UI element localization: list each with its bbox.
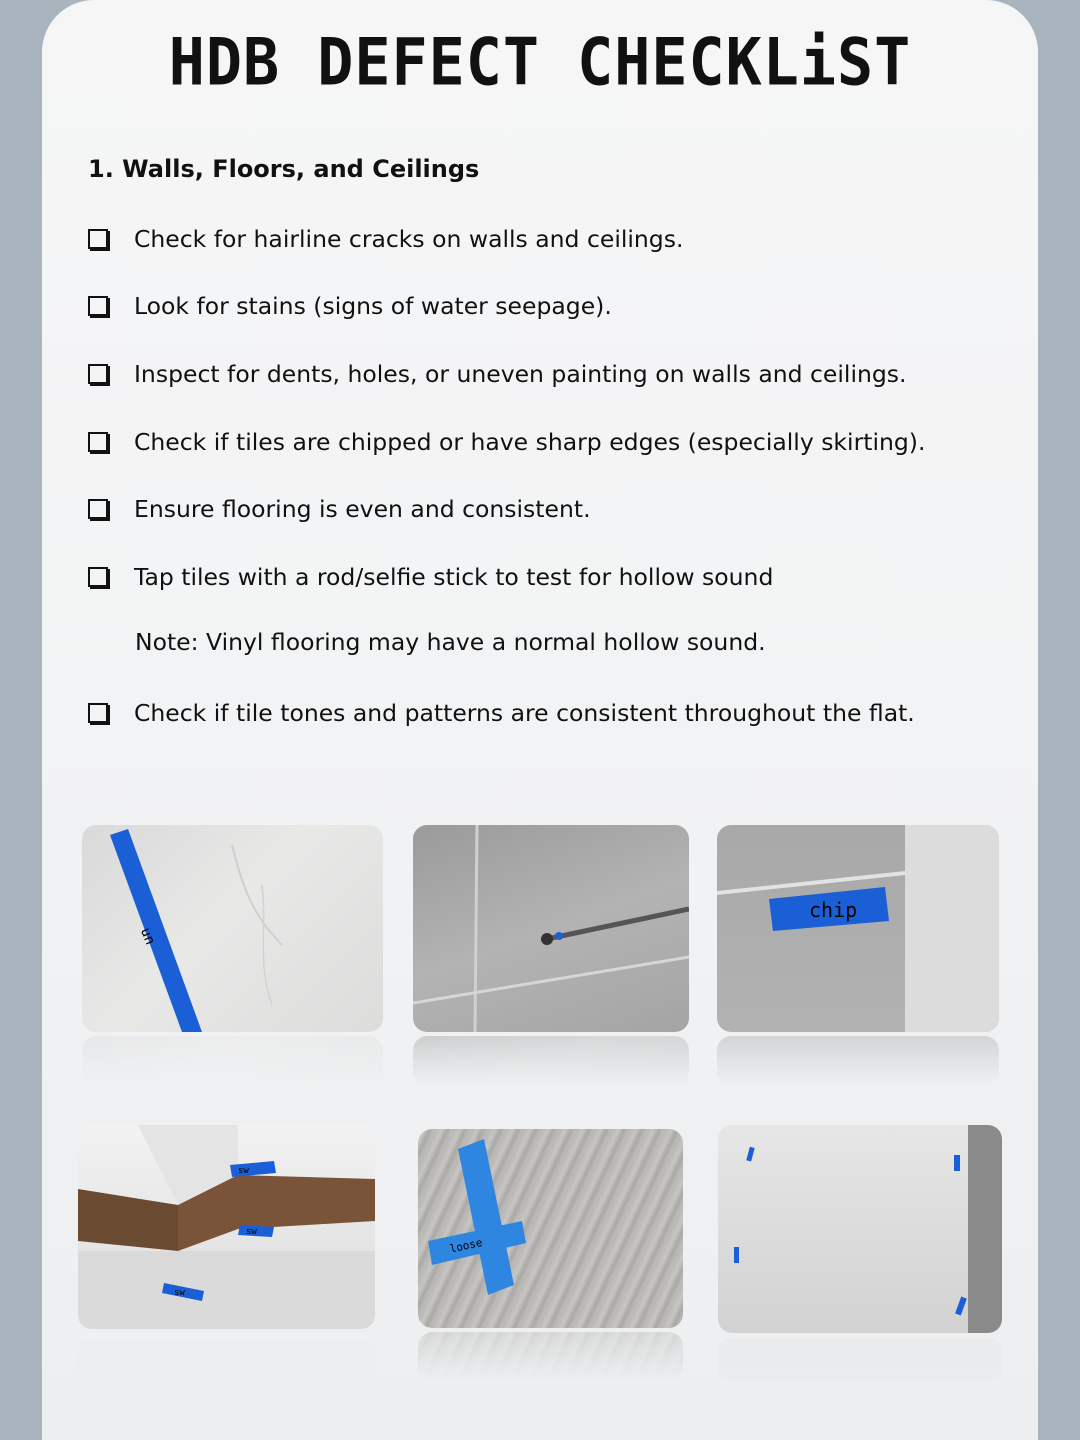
photo-reflection: [418, 1332, 683, 1382]
checkbox-icon[interactable]: [88, 364, 108, 384]
checkbox-icon[interactable]: [88, 567, 108, 587]
note-text: Note: Vinyl flooring may have a normal hollow sound.: [135, 628, 766, 656]
photo-hollow-tile-test: [413, 825, 689, 1032]
photo-wall-marks: [718, 1125, 1002, 1333]
checklist-item-text: Check if tiles are chipped or have sharp edges (especially skirting).: [134, 428, 926, 456]
chip-photo-graphic: [717, 825, 999, 1032]
checkbox-icon[interactable]: [88, 296, 108, 316]
checklist-item[interactable]: [88, 696, 915, 730]
photo-loose-vinyl: [418, 1129, 683, 1328]
tile-photo-graphic: [413, 825, 689, 1032]
skirting-photo-graphic: [78, 1125, 375, 1329]
photo-reflection: [717, 1036, 999, 1086]
marks-photo-graphic: [718, 1125, 1002, 1333]
checklist-item[interactable]: [88, 560, 773, 594]
tape-label: un: [136, 925, 159, 948]
page-title: HDB DEFECT CHECKLiST: [168, 25, 912, 101]
checkbox-icon[interactable]: [88, 432, 108, 452]
photo-reflection: [718, 1337, 1002, 1387]
photo-wall-crack: [82, 825, 383, 1032]
photo-chipped-tile: [717, 825, 999, 1032]
checkbox-icon[interactable]: [88, 703, 108, 723]
tape-label: loose: [448, 1235, 484, 1256]
checklist-item-text: Tap tiles with a rod/selfie stick to test for hollow sound: [134, 563, 774, 591]
checklist-item[interactable]: [88, 492, 591, 526]
checklist-item[interactable]: [88, 222, 683, 256]
tape-label: sw: [174, 1288, 185, 1298]
checklist-item[interactable]: [88, 289, 612, 323]
photo-reflection: [413, 1036, 689, 1086]
checklist-item-text: Ensure flooring is even and consistent.: [134, 495, 591, 523]
tape-label: chip: [809, 898, 858, 922]
checklist-item-text: Inspect for dents, holes, or uneven painting on walls and ceilings.: [134, 360, 907, 388]
checklist-item-text: Look for stains (signs of water seepage).: [134, 292, 612, 320]
checklist-item[interactable]: [88, 357, 907, 391]
checkbox-icon[interactable]: [88, 499, 108, 519]
checklist-item-text: Check for hairline cracks on walls and ceilings.: [134, 225, 684, 253]
checkbox-icon[interactable]: [88, 229, 108, 249]
wall-photo-graphic: [82, 825, 383, 1032]
tape-label: sw: [246, 1227, 257, 1237]
section-heading: 1. Walls, Floors, and Ceilings: [88, 155, 480, 183]
checklist-item[interactable]: [88, 425, 925, 459]
photo-reflection: [78, 1333, 375, 1383]
photo-reflection: [82, 1036, 383, 1086]
photo-skirting: [78, 1125, 375, 1329]
tape-label: sw: [238, 1166, 249, 1176]
checklist-item-text: Check if tile tones and patterns are consistent throughout the flat.: [134, 699, 915, 727]
vinyl-photo-graphic: [418, 1129, 683, 1328]
